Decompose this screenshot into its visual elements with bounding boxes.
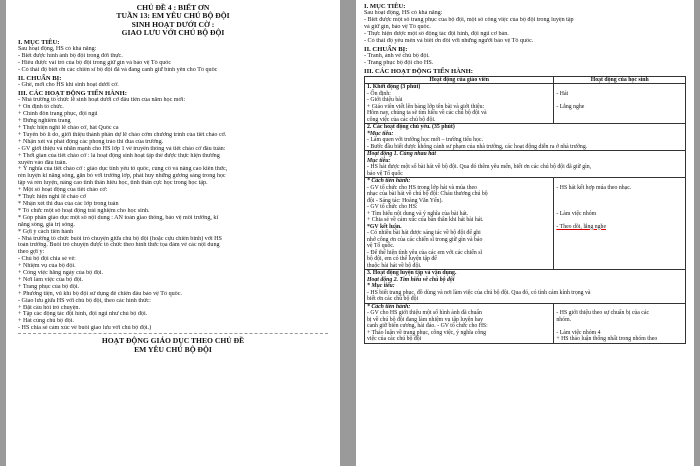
activity-line: + Tập các động tác đội hình, đội ngũ như chú bộ đội. — [18, 311, 148, 318]
cell-line: - Theo dõi, lắng nghe — [556, 223, 607, 230]
cell-line: Hoạt động 2. Tìm hiểu về chú bộ đội — [367, 276, 455, 283]
col-student-header: Hoạt động của học sinh — [554, 76, 686, 84]
heading-goals: I. MỤC TIÊU: — [364, 3, 406, 10]
activity-line: + Nhiệm vụ của bộ đội. — [18, 263, 76, 270]
cell-line: - Bước đầu biết được không cảnh sư phạm của nhà trường, các hoạt động diễn ra ở nhà trường. — [367, 143, 588, 150]
goal-line: - Biết được một số trang phục của bộ đội, một số công việc của bộ đội trong luyện tập — [364, 17, 574, 24]
activity-line: xuyên vào đầu tuần. — [18, 159, 68, 166]
goal-line: Sau hoạt động, HS có khả năng: — [364, 10, 443, 17]
activity-line: * Góp phần giáo dục một số nội dung : AN toàn giao thông, bảo vệ môi trường, kĩ — [18, 214, 219, 221]
cell-line: 2. Các hoạt động chủ yếu. (35 phút) — [367, 124, 455, 131]
activity-line: * Thực hiện nghi lễ chào cờ — [18, 194, 87, 201]
heading-activities: III. CÁC HOẠT ĐỘNG TIẾN HÀNH: — [364, 68, 473, 76]
goal-line: - Có thái độ yêu mến và biết ơn đối với những người bảo vệ Tổ quốc. — [364, 38, 534, 45]
activity-line: theo gợi ý: — [18, 249, 45, 256]
heading-goals: I. MỤC TIÊU: — [18, 38, 60, 46]
cell-line: Mục tiêu: — [367, 157, 391, 164]
col-teacher-header: Hoạt động của giáo viên — [365, 76, 554, 84]
cell-line: vệ Tổ quốc. — [367, 243, 395, 250]
prep-line: - Tranh, ảnh về chú bộ đội. — [364, 53, 430, 60]
activity-line: * Tổ chức một số hoạt động trải nghiệm cho học sinh. — [18, 207, 150, 214]
goal-line: Sau hoạt động, HS có khả năng: — [18, 46, 97, 53]
cell-line: nhóm. — [556, 316, 572, 323]
table-row — [365, 151, 686, 178]
cell-line: * Cách tiến hành: — [367, 178, 411, 185]
full-cell — [365, 124, 686, 151]
cell-line: đội - Sáng tác: Hoàng Văn Yến). — [367, 197, 443, 204]
activity-line: + Đứng nghiêm trang — [18, 118, 71, 125]
cell-line: - Để thể hiện tình yêu của các em với các chiến sĩ — [367, 249, 483, 256]
activity-line: - Giao lưu giữa HS với chú bộ đội, theo các hình thức: — [18, 297, 151, 304]
title-line: CHỦ ĐỀ 4 : BIẾT ƠN — [136, 3, 210, 12]
activity-line: - HS chia sẻ cảm xúc về buổi giao lưu với chú bộ đội.) — [18, 325, 152, 332]
title-block — [18, 4, 328, 38]
student-cell — [554, 178, 686, 270]
cell-line: *GV kết luận. — [367, 223, 402, 230]
activity-line: rèn luyện kĩ năng sống, gắn bó với trường lớp, phát huy những gương sáng trong học — [18, 173, 226, 180]
cell-line: - Giới thiệu bài — [367, 97, 403, 104]
goal-line: - Thực hiện được một số động tác đội hình, đội ngũ cơ bản. — [364, 31, 509, 38]
activity-line: năng sống, giá trị sống. — [18, 221, 75, 228]
cell-line: 3. Hoạt động luyện tập và vận dụng. — [367, 270, 457, 277]
prep-line: - Trang phục bộ đội cho HS. — [364, 60, 434, 67]
activity-line: toàn trường. Buổi trò chuyện được tổ chức theo hình thức tọa đàm về các nội dung — [18, 242, 220, 249]
cell-line: - Làm việc nhóm 4 — [556, 329, 601, 336]
cell-line: việc của các chú bộ đội — [367, 336, 422, 343]
section-title: EM YÊU CHÚ BỘ ĐỘI — [134, 344, 212, 354]
cell-line: biết ơn các chú bộ đội — [367, 296, 419, 303]
heading-activities: III. CÁC HOẠT ĐỘNG TIẾN HÀNH: — [18, 89, 127, 97]
title-line: GIAO LƯU VỚI CHÚ BỘ ĐỘI — [121, 28, 225, 38]
cell-line: * Mục tiêu: — [367, 283, 395, 290]
prep-line: - Ghế, mời cho HS khi sinh hoạt dưới cờ. — [18, 82, 119, 89]
right-page — [356, 0, 694, 466]
activity-line: + Chỉnh đốn trang phục, đội ngũ — [18, 111, 98, 118]
activity-line: - Nhà trường tổ chức lễ sinh hoạt dưới cờ đầu tiên của năm học mới: — [18, 97, 186, 104]
cell-line: + Tìm hiểu nội dung và ý nghĩa của bài hát. — [367, 210, 469, 217]
cell-line: - Lắng nghe — [556, 103, 585, 110]
cell-line: canh giữ biển cương, hải đảo. - GV tổ chức cho HS: — [367, 323, 488, 330]
cell-line: nhạc của bài hát về chú bộ đội: Cháu thương chú bộ — [367, 191, 488, 198]
activity-table — [364, 76, 686, 344]
table-row — [365, 84, 686, 124]
cell-line: Hoạt động 1. Cùng nhau hát — [367, 151, 436, 158]
cell-line: 1. Khởi động (3 phút) — [367, 84, 421, 91]
activity-line: tập và rèn luyện, nâng cao tinh thần hiếu học, tinh thần cực học trong học tập. — [18, 180, 208, 187]
cell-line: + HS thảo luận thống nhất trong nhóm theo — [556, 336, 658, 343]
cell-line: - Có nhiều bài hát được sáng tác về bộ đội để ghi — [367, 230, 481, 237]
activity-line: + Ý nghĩa của tiết chào cờ : giáo dục tình yêu tổ quốc, củng cố và nâng cao kiến thức, — [18, 166, 228, 173]
table-row — [365, 270, 686, 304]
cell-line: - Làm việc nhóm — [556, 210, 597, 217]
section-title: HOẠT ĐỘNG GIÁO DỤC THEO CHỦ ĐỀ — [101, 336, 245, 346]
table-row — [365, 178, 686, 270]
title-line: TUẦN 13: EM YÊU CHÚ BỘ ĐỘI — [116, 11, 230, 21]
cell-line: + Chia sẻ về cảm xúc của bản thân khi hát bài hát. — [367, 217, 484, 224]
cell-line: - Ổn định: — [367, 90, 391, 97]
cell-line: bị về chú bộ đội đang làm nhiệm vụ tập luyện hay — [367, 316, 484, 323]
table-header-row — [365, 76, 686, 84]
activity-line: + Nơi làm việc của bộ đội. — [18, 276, 84, 283]
heading-prep: II. CHUẨN BỊ: — [18, 74, 62, 82]
activity-line: + Đặt câu hỏi trò chuyện. — [18, 304, 80, 311]
cell-line: nhớ công ơn của các chiến sĩ trong giữ gìn và bảo — [367, 236, 483, 243]
goal-line: - Có thái độ biết ơn các chiến sĩ bộ đội đã và đang canh giữ bình yên cho Tổ quốc — [18, 66, 218, 73]
activity-line: * Gợi ý cách tiến hành — [18, 228, 74, 235]
activity-line: + Thời gian của tiết chào cờ : là hoạt động sinh hoạt tập thể được thực hiện thường — [18, 152, 220, 159]
page-break — [18, 333, 328, 334]
cell-line: thuộc bài hát về bộ đội. — [367, 262, 422, 269]
cell-line: công việc của các chú bộ đội. — [367, 116, 436, 123]
teacher-cell — [365, 84, 554, 124]
title-line: SINH HOẠT DƯỚI CỜ : — [131, 19, 215, 29]
table-row — [365, 303, 686, 343]
activity-line: - Nhà trường tổ chức buổi trò chuyện giữa chú bộ đội (hoặc cựu chiến binh) với HS — [18, 235, 222, 242]
activity-line: + Tuyên bố lí do, giới thiệu thành phần dự lễ chào cờm chương trình của tiết chào cờ. — [18, 131, 227, 138]
cell-line: *Mục tiêu: — [367, 130, 394, 137]
activities-list — [18, 97, 328, 332]
activity-line: + Hát cùng chú bộ đội. — [18, 318, 74, 325]
activity-line: + Phương tiện, vũ khí bộ đội sử dụng để chiến đấu bảo vệ Tổ quốc. — [18, 290, 182, 297]
cell-line: - GV cho HS giới thiệu một số hình ảnh đã chuẩn — [367, 310, 482, 317]
cell-line: + Thảo luận về trang phục, công việc, ý nghĩa công — [367, 329, 487, 336]
activity-line: * Nhận xét thi đua của các lớp trong tuần — [18, 200, 119, 207]
cell-line: - GV tổ chức cho HS trong lớp hát và múa theo — [367, 184, 477, 191]
activity-line: + Nhận xét và phát động các phong trào thi đua của trường. — [18, 138, 164, 145]
full-cell — [365, 270, 686, 304]
cell-line: - Làm quen với trường học mới – trường tiểu học. — [367, 137, 483, 144]
full-cell — [365, 151, 686, 178]
goals-list — [18, 46, 328, 74]
cell-line: - HS biết trang phục, đồ dùng và nơi làm việc của chú bộ đội. Qua đó, có tình cảm kính trọng và — [367, 289, 591, 296]
cell-line: bảo vệ Tổ quốc — [367, 170, 403, 177]
student-cell — [554, 84, 686, 124]
goal-line: - Hiểu được vai trò của bộ đội trong giữ gìn và bảo vệ Tổ quốc — [18, 59, 172, 66]
activity-line: + Công việc hằng ngày của bộ đội. — [18, 270, 104, 277]
cell-line: - HS giới thiệu theo sự chuẩn bị của các — [556, 310, 650, 317]
heading-prep: II. CHUẨN BỊ: — [364, 45, 408, 53]
goal-line: và giữ gìn, bảo vệ Tổ quốc. — [364, 24, 431, 31]
cell-line: * Cách tiến hành: — [367, 303, 411, 310]
teacher-cell — [365, 178, 554, 270]
cell-line: - HS hát kết hợp múa theo nhạc. — [556, 184, 632, 191]
activity-line: - Chú bộ đội chia sẻ về: — [18, 256, 76, 263]
activity-line: + Thực hiện nghi lễ chào cờ, hát Quốc ca — [18, 125, 119, 131]
activity-line: - GV giới thiệu và nhắn mạnh cho HS lớp 1 về truyền thống và tiết chào cờ đầu tuần: — [18, 145, 226, 152]
cell-line: - Hát — [556, 90, 569, 97]
table-row — [365, 124, 686, 151]
cell-line: + Giáo viên viết lên bảng lớp tên bài và giới thiệu: — [367, 103, 485, 110]
cell-line: Hôm nay, chúng ta sẽ tìm hiểu về các chú bộ đội và — [367, 110, 487, 117]
left-page — [6, 0, 340, 466]
cell-line: bộ đội, em có thể luyện tập để — [367, 256, 437, 263]
goal-line: - Biết được hình ảnh bộ đội trong đời thực. — [18, 52, 123, 59]
cell-line: - GV tổ chức cho HS: — [367, 204, 418, 211]
activity-line: + Trang phục của bộ đội. — [18, 283, 79, 290]
activity-line: + Một số hoạt động của tiết chào cờ: — [18, 187, 108, 194]
activity-line: + Ổn định tổ chức. — [18, 104, 64, 111]
cell-line: - HS hát được một số bài hát về bộ đội. Qua đó thêm yêu mến, biết ơn các chú bộ đội đã giữ gìn, — [367, 164, 592, 171]
student-cell — [554, 303, 686, 343]
teacher-cell — [365, 303, 554, 343]
